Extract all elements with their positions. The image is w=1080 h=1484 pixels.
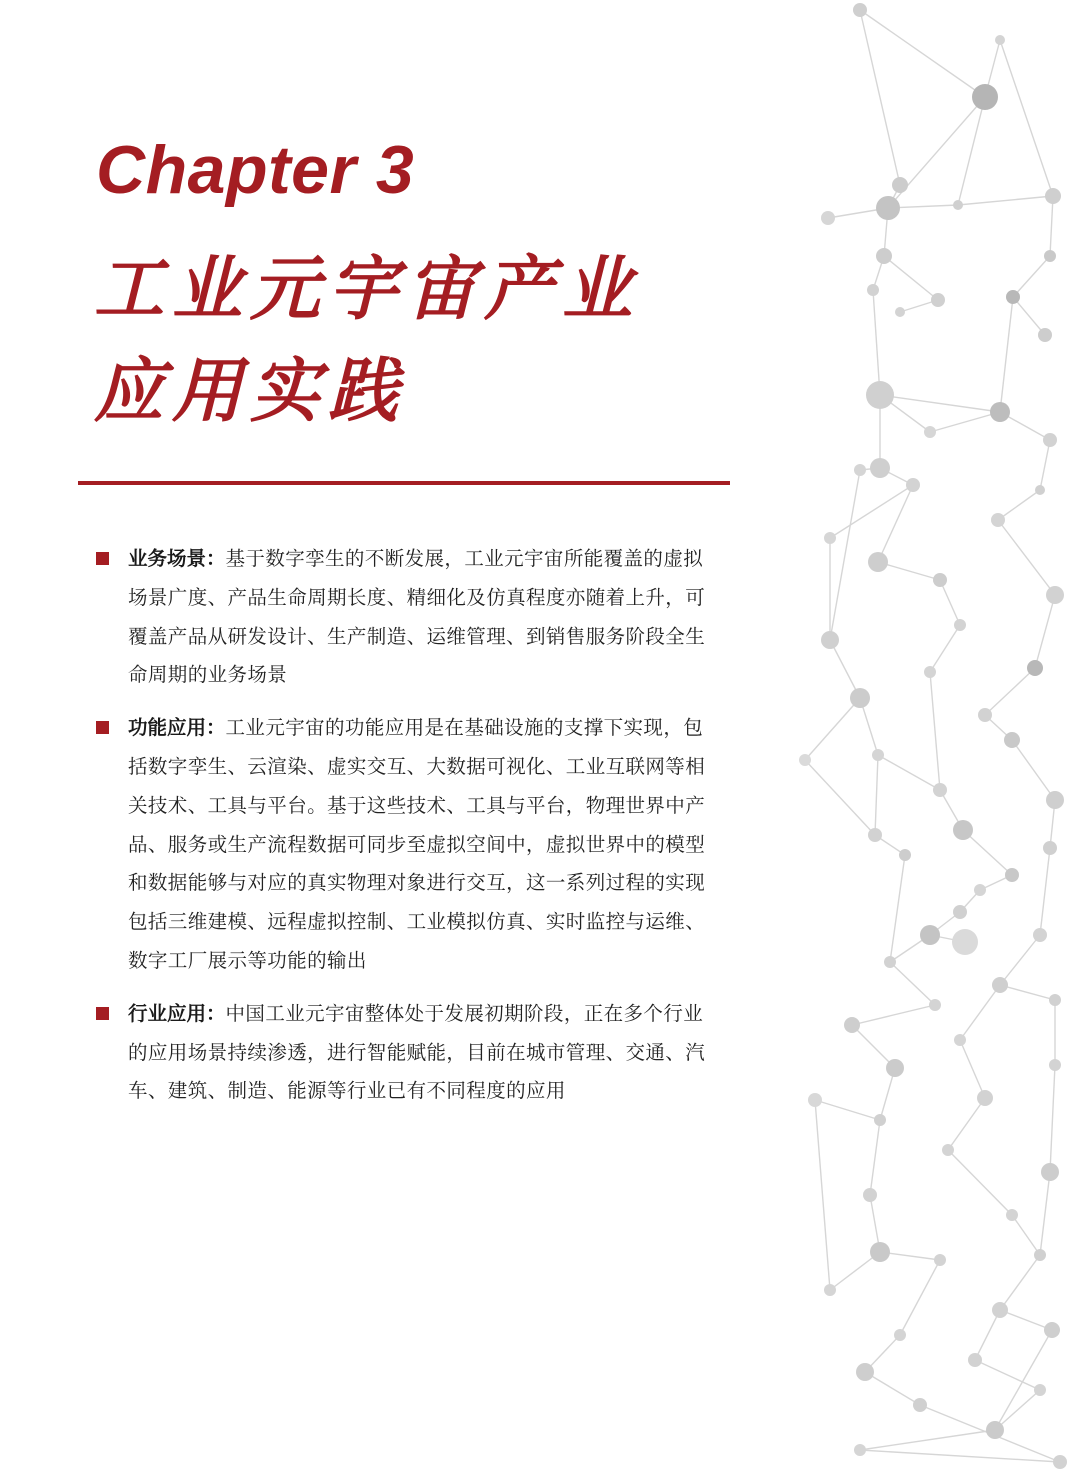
network-link (998, 490, 1040, 520)
network-node (1043, 433, 1057, 447)
network-link (880, 395, 930, 432)
bullet-item-functional-applications (96, 709, 716, 981)
bullet-item-industry-applications (96, 995, 716, 1111)
network-link (975, 1310, 1000, 1360)
network-node (894, 1329, 906, 1341)
network-link (875, 755, 878, 835)
bullet-text: 工业元宇宙的功能应用是在基础设施的支撑下实现，包括数字孪生、云渲染、虚实交互、大数据可视化、工业互联网等相关技术、工具与平台。基于这些技术、工具与平台，物理世界中产品、服务或生产流程数据可同步至虚拟空间中，虚拟世界中的模型和数据能够与对应的真实物理对象进行交互，这一系列过程的实现包括三维建模、远程虚拟控制、工业模拟仿真、实时监控与运维、数字工厂展示等功能的输出 (128, 716, 706, 972)
network-link (888, 205, 958, 208)
network-node (992, 977, 1008, 993)
bullet-text: 基于数字孪生的不断发展，工业元宇宙所能覆盖的虚拟场景广度、产品生命周期长度、精细化及仿真程度亦随着上升，可覆盖产品从研发设计、生产制造、运维管理、到销售服务阶段全生命周期的业务场景 (128, 547, 706, 687)
network-link (1050, 196, 1053, 256)
square-bullet-icon (96, 721, 109, 734)
network-node (995, 35, 1005, 45)
network-link (985, 40, 1000, 97)
network-node (924, 426, 936, 438)
network-link (890, 935, 930, 962)
network-link (860, 1430, 995, 1450)
network-link (880, 395, 1000, 412)
network-link (930, 672, 940, 790)
network-link (884, 256, 938, 300)
network-node (906, 478, 920, 492)
network-link (1013, 256, 1050, 297)
network-link (900, 1260, 940, 1335)
network-link (900, 300, 938, 312)
network-node (1046, 586, 1064, 604)
network-node (953, 820, 973, 840)
network-node (1006, 1209, 1018, 1221)
network-link (1000, 40, 1053, 196)
chapter-title-line-2: 应用实践 (94, 350, 406, 432)
network-node (1044, 250, 1056, 262)
network-link (1012, 740, 1055, 800)
network-node (892, 177, 908, 193)
network-link (830, 1252, 880, 1290)
network-node (954, 1034, 966, 1046)
network-node (874, 1114, 886, 1126)
network-link (875, 835, 905, 855)
network-node (870, 1242, 890, 1262)
network-node (870, 458, 890, 478)
network-node (1027, 660, 1043, 676)
network-node (933, 783, 947, 797)
network-node (799, 754, 811, 766)
network-node (863, 1188, 877, 1202)
network-node (952, 929, 978, 955)
network-link (960, 890, 980, 912)
bullet-term: 行业应用： (128, 1001, 226, 1025)
network-link (852, 1005, 935, 1025)
network-node (1038, 328, 1052, 342)
network-node (886, 1059, 904, 1077)
network-link (1000, 1310, 1052, 1330)
network-node (1041, 1163, 1059, 1181)
network-link (805, 698, 860, 760)
network-node (1044, 1322, 1060, 1338)
network-node (977, 1090, 993, 1106)
network-node (1035, 485, 1045, 495)
network-link (878, 485, 913, 562)
network-link (815, 1100, 880, 1120)
network-node (986, 1421, 1004, 1439)
network-link (878, 562, 940, 580)
network-link (958, 196, 1053, 205)
network-link (880, 1252, 940, 1260)
network-node (824, 532, 836, 544)
network-node (1006, 290, 1020, 304)
network-link (860, 698, 878, 755)
square-bullet-icon (96, 1007, 109, 1020)
network-link (985, 715, 1012, 740)
title-divider (78, 481, 730, 485)
network-link (980, 875, 1012, 890)
network-link (1000, 412, 1050, 440)
network-link (815, 1100, 830, 1290)
network-node (850, 688, 870, 708)
network-node (821, 631, 839, 649)
network-link (884, 208, 888, 256)
network-link (873, 256, 884, 290)
network-link (958, 97, 985, 205)
network-node (1005, 868, 1019, 882)
bullet-text: 中国工业元宇宙整体处于发展初期阶段，正在多个行业的应用场景持续渗透，进行智能赋能，目前在城市管理、交通、汽车、建筑、制造、能源等行业已有不同程度的应用 (128, 1001, 706, 1103)
network-node (931, 293, 945, 307)
network-node (990, 402, 1010, 422)
network-link (985, 668, 1035, 715)
network-link (1040, 1172, 1050, 1255)
bullet-term: 功能应用： (128, 716, 226, 740)
network-link (890, 855, 905, 962)
network-link (1040, 848, 1050, 935)
bullet-list (96, 540, 716, 1125)
network-node (884, 956, 896, 968)
network-link (995, 1330, 1052, 1430)
network-node (866, 381, 894, 409)
network-node (991, 513, 1005, 527)
network-link (930, 935, 965, 942)
network-node (1004, 732, 1020, 748)
network-node (972, 84, 998, 110)
network-node (808, 1093, 822, 1107)
bullet-term: 业务场景： (128, 547, 226, 570)
network-link (860, 10, 900, 185)
network-link (1000, 297, 1013, 412)
network-link (948, 1098, 985, 1150)
network-node (899, 849, 911, 861)
network-node (974, 884, 986, 896)
network-node (933, 573, 947, 587)
network-link (1050, 1065, 1055, 1172)
network-link (870, 1120, 880, 1195)
network-link (963, 830, 1012, 875)
network-node (1053, 1455, 1067, 1469)
network-link (1000, 935, 1040, 985)
network-link (975, 1360, 1040, 1390)
network-link (878, 755, 940, 790)
network-node (824, 1284, 836, 1296)
network-node (876, 196, 900, 220)
network-node (1049, 994, 1061, 1006)
network-link (865, 1335, 900, 1372)
network-link (860, 1450, 1060, 1462)
network-node (854, 1444, 866, 1456)
network-link (860, 10, 985, 97)
network-node (992, 1302, 1008, 1318)
network-node (1043, 841, 1057, 855)
square-bullet-icon (96, 552, 109, 565)
network-node (934, 1254, 946, 1266)
network-link (960, 985, 1000, 1040)
network-link (1000, 985, 1055, 1000)
network-link (930, 912, 960, 935)
chapter-title-line-1: 工业元宇宙产业 (94, 248, 640, 330)
network-link (1012, 1215, 1040, 1255)
network-link (873, 290, 880, 395)
network-link (830, 470, 860, 640)
network-node (968, 1353, 982, 1367)
network-node (853, 3, 867, 17)
network-link (828, 208, 888, 218)
network-link (865, 1372, 920, 1405)
network-node (1046, 791, 1064, 809)
network-link (890, 962, 935, 1005)
network-link (1050, 800, 1055, 848)
network-link (930, 625, 960, 672)
network-link (888, 185, 900, 208)
network-link (1035, 595, 1055, 668)
network-link (948, 1150, 1012, 1215)
network-node (1033, 928, 1047, 942)
network-node (929, 999, 941, 1011)
bullet-item-business-scenarios (96, 540, 716, 695)
network-link (1013, 297, 1045, 335)
network-node (854, 464, 866, 476)
network-node (942, 1144, 954, 1156)
network-link (870, 1195, 880, 1252)
network-node (953, 905, 967, 919)
network-node (868, 828, 882, 842)
network-node (876, 248, 892, 264)
network-node (978, 708, 992, 722)
chapter-title (94, 238, 640, 442)
network-node (867, 284, 879, 296)
network-node (872, 749, 884, 761)
network-link (880, 1068, 895, 1120)
network-node (920, 925, 940, 945)
network-link (940, 790, 963, 830)
network-link (940, 580, 960, 625)
network-link (995, 1390, 1040, 1430)
network-node (821, 211, 835, 225)
network-node (1034, 1249, 1046, 1261)
network-node (1045, 188, 1061, 204)
chapter-number: Chapter 3 (96, 132, 415, 208)
network-node (868, 552, 888, 572)
network-node (1034, 1384, 1046, 1396)
network-link (1040, 440, 1050, 490)
network-link (860, 468, 880, 470)
network-link (930, 412, 1000, 432)
network-node (856, 1363, 874, 1381)
network-link (830, 640, 860, 698)
network-link (852, 1025, 895, 1068)
network-node (895, 307, 905, 317)
network-link (880, 468, 913, 485)
network-node (924, 666, 936, 678)
network-node (1049, 1059, 1061, 1071)
network-link (805, 760, 875, 835)
network-node (954, 619, 966, 631)
network-link (830, 485, 913, 538)
network-node (953, 200, 963, 210)
network-link (960, 1040, 985, 1098)
network-node (844, 1017, 860, 1033)
network-link (920, 1405, 1060, 1462)
network-link (1000, 1255, 1040, 1310)
network-link (888, 97, 985, 208)
network-node (913, 1398, 927, 1412)
network-link (998, 520, 1055, 595)
